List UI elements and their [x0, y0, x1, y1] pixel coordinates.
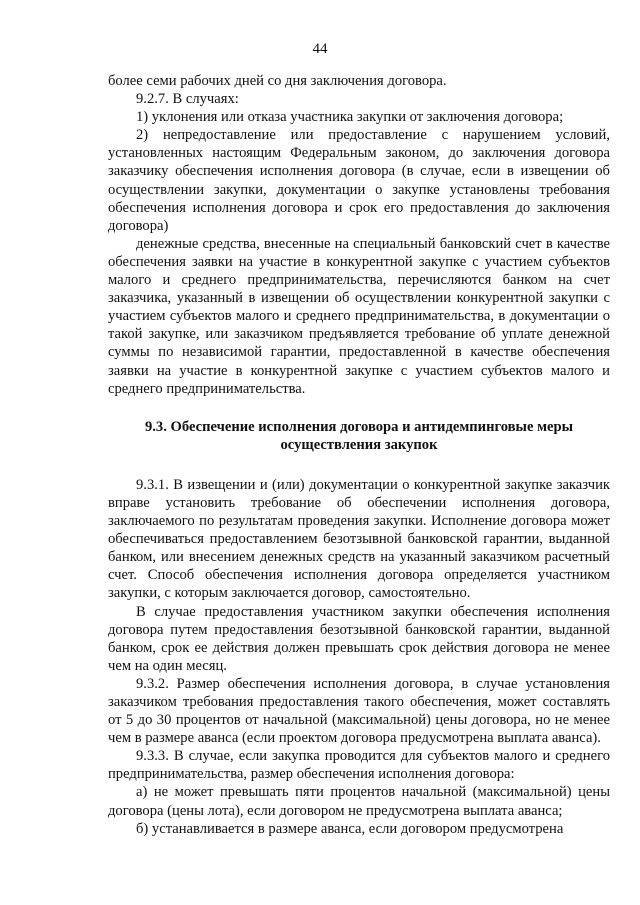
clause-9-2-7: 9.2.7. В случаях:: [136, 91, 239, 108]
document-body: [108, 72, 610, 838]
section-heading-line-2: осуществления закупок: [280, 436, 438, 453]
clause-item-1: 1) уклонения или отказа участника закупки от заключения договора;: [136, 109, 564, 126]
clause-item-a: а) не может превышать пяти процентов начальной (максимальной) цены договора (цены лота), если договором не предусмотрена выплата аванса;: [108, 784, 610, 819]
section-heading-line-1: 9.3. Обеспечение исполнения договора и антидемпинговые меры: [144, 418, 574, 435]
clause-9-3-1: 9.3.1. В извещении и (или) документации о конкурентной закупке заказчик вправе установить требование об обеспечении исполнения договора, заключаемого по результатам проведения закупки. Исполнение договора может обеспечиваться предоставлением безотзывной банковской гарантии, выданной банком, или внесением денежных средств на указанный заказчиком расчетный счет. Способ обеспечения исполнения договора определяется участником закупки, с которым заключается договор, самостоятельно.: [108, 476, 610, 602]
clause-9-3-2: 9.3.2. Размер обеспечения исполнения договора, в случае установления заказчиком требования предоставления такого обеспечения, может составлять от 5 до 30 процентов от начальной (максимальной) цены договора, но не менее чем в размере аванса (если проектом договора предусмотрена выплата аванса).: [108, 675, 610, 747]
bank-guarantee-paragraph: В случае предоставления участником закупки обеспечения исполнения договора путем предоставления безотзывной банковской гарантии, выданной банком, срок ее действия должен превышать срок действия договора не менее чем на один месяц.: [108, 603, 610, 674]
clause-item-b: б) устанавливается в размере аванса, если договором предусмотрена: [136, 820, 564, 837]
funds-paragraph: денежные средства, внесенные на специальный банковский счет в качестве обеспечения заявки на участие в конкурентной закупке с участием субъектов малого и среднего предпринимательства, перечисляются банком на счет заказчика, указанный в извещении об осуществлении конкурентной закупки с участием субъектов малого и среднего предпринимательства, в документации о такой закупке, или заказчиком предъявляется требование об уплате денежной суммы по независимой гарантии, предоставленной в качестве обеспечения заявки на участие в конкурентной закупке с участием субъектов малого и среднего предпринимательства.: [108, 235, 610, 397]
clause-9-3-3: 9.3.3. В случае, если закупка проводится для субъектов малого и среднего предпринимательства, размер обеспечения исполнения договора:: [108, 748, 610, 783]
page-number: 44: [312, 41, 328, 57]
section-heading-9-3: [108, 418, 610, 454]
clause-item-2: 2) непредоставление или предоставление с нарушением условий, установленных настоящим Федеральным законом, до заключения договора заказчику обеспечения исполнения договора (в случае, если в извещении об осуществлении закупки, документации о закупке установлены требования обеспечения исполнения договора и срок его предоставления до заключения договора): [108, 127, 610, 234]
paragraph-continuation: более семи рабочих дней со дня заключения договора.: [108, 73, 447, 89]
